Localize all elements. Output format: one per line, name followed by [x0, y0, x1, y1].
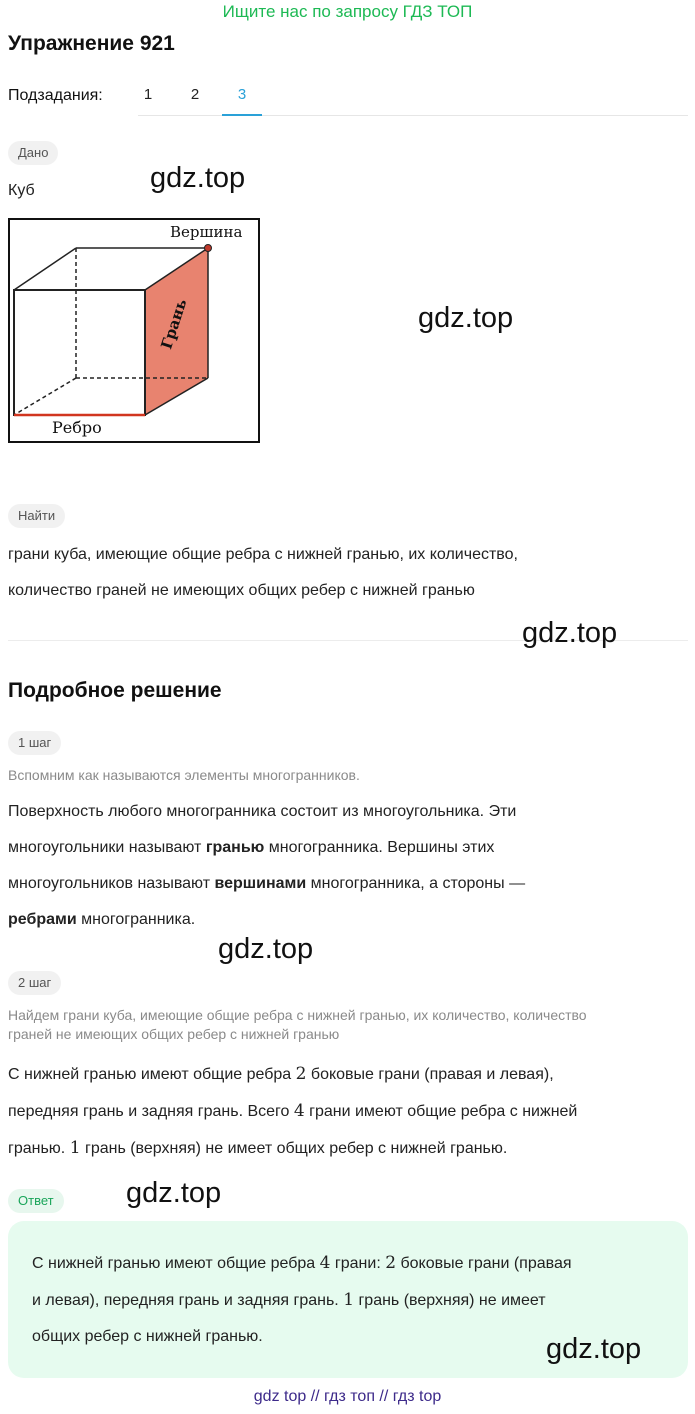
- step2-text: [8, 1056, 688, 1167]
- step2-line-1: С нижней гранью имеют общие ребра 2 боковые грани (правая и левая),: [8, 1064, 554, 1084]
- active-tab-indicator: [222, 114, 262, 116]
- tab-subtask-3[interactable]: 3: [237, 86, 247, 103]
- step2-line-2: передняя грань и задняя грань. Всего 4 грани имеют общие ребра с нижней: [8, 1101, 578, 1121]
- step1-text: [8, 794, 688, 938]
- step1-hint: Вспомним как называются элементы многогранников.: [8, 767, 360, 783]
- find-line-1: грани куба, имеющие общие ребра с нижней гранью, их количество,: [8, 546, 518, 563]
- subtasks-divider: [138, 115, 688, 116]
- watermark: gdz.top: [126, 1177, 222, 1209]
- step1-line-2: многоугольники называют гранью многогранника. Вершины этих: [8, 839, 495, 856]
- watermark: gdz.top: [418, 302, 514, 334]
- answer-badge: Ответ: [8, 1189, 64, 1213]
- find-line-2: количество граней не имеющих общих ребер с нижней гранью: [8, 582, 475, 599]
- subtasks-label: Подзадания:: [8, 87, 103, 104]
- step2-badge: 2 шаг: [8, 971, 61, 995]
- cube-figure: [8, 218, 260, 443]
- answer-line-2: и левая), передняя грань и задняя грань. 1 грань (верхняя) не имеет: [32, 1290, 546, 1310]
- answer-line-1: С нижней гранью имеют общие ребра 4 грани: 2 боковые грани (правая: [32, 1253, 572, 1273]
- find-badge: Найти: [8, 504, 65, 528]
- term-edges: ребрами: [8, 911, 77, 928]
- label-vertex: Вершина: [170, 223, 243, 241]
- find-text: [8, 537, 688, 609]
- watermark: gdz.top: [522, 617, 618, 649]
- term-vertices: вершинами: [214, 875, 307, 892]
- step1-line-4: ребрами многогранника.: [8, 911, 196, 928]
- step1-line-1: Поверхность любого многогранника состоит из многоугольника. Эти: [8, 803, 517, 820]
- step1-badge: 1 шаг: [8, 731, 61, 755]
- term-face: гранью: [205, 839, 265, 856]
- tab-subtask-1[interactable]: 1: [143, 86, 153, 103]
- label-edge: Ребро: [52, 418, 102, 437]
- watermark: gdz.top: [218, 933, 314, 965]
- solution-title: Подробное решение: [8, 679, 222, 702]
- given-text: Куб: [8, 182, 35, 199]
- subtasks-bar: [8, 82, 688, 116]
- label-face: Грань: [157, 296, 191, 352]
- step1-line-3: многоугольников называют вершинами многогранника, а стороны —: [8, 875, 526, 892]
- step2-hint: Найдем грани куба, имеющие общие ребра с нижней гранью, их количество, количество граней не имеющих общих ребер с нижней гранью: [8, 1007, 587, 1042]
- given-badge: Дано: [8, 141, 58, 165]
- step2-line-3: гранью. 1 грань (верхняя) не имеет общих ребер с нижней гранью.: [8, 1138, 508, 1158]
- footer-links[interactable]: gdz top // гдз топ // гдз top: [253, 1388, 442, 1405]
- watermark: gdz.top: [150, 162, 246, 194]
- cube-drawing: [10, 220, 260, 443]
- page-title: Упражнение 921: [8, 32, 175, 55]
- watermark: gdz.top: [546, 1333, 642, 1365]
- answer-line-3: общих ребер с нижней гранью.: [32, 1328, 263, 1345]
- top-banner[interactable]: Ищите нас по запросу ГДЗ ТОП: [222, 2, 473, 21]
- tab-subtask-2[interactable]: 2: [190, 86, 200, 103]
